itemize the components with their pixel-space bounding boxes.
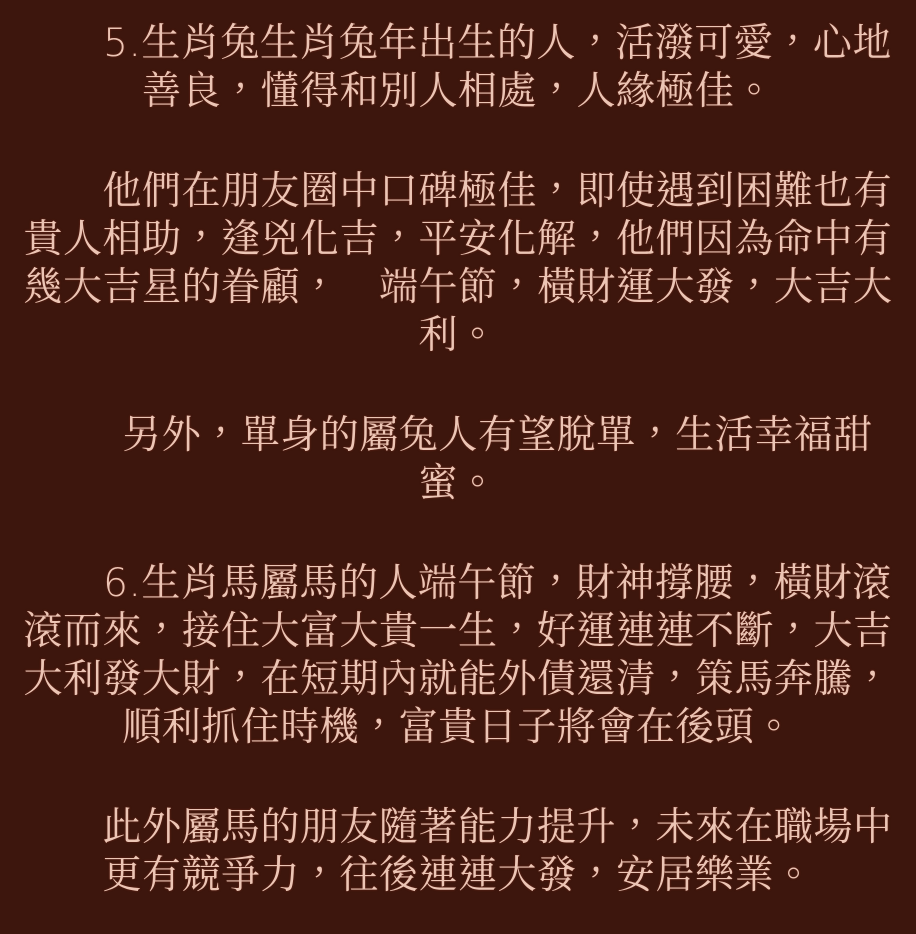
text-line: 大利發大財，在短期內就能外債還清，策馬奔騰， (23, 657, 893, 702)
text-line: 5.生肖兔生肖兔年出生的人，活潑可愛，心地 (24, 21, 892, 66)
text-line: 滾而來，接住大富大貴一生，好運連連不斷，大吉 (23, 609, 893, 654)
text-line: 更有競爭力，往後連連大發，安居樂業。 (102, 853, 814, 898)
text-line: 幾大吉星的眷顧， 端午節，橫財運大發，大吉大 (23, 265, 893, 310)
text-line: 貴人相助，逢兇化吉，平安化解，他們因為命中有 (23, 217, 893, 262)
text-line: 利。 (418, 313, 498, 358)
paragraph (8, 804, 908, 900)
paragraph (8, 20, 908, 116)
text-line: 此外屬馬的朋友隨著能力提升，未來在職場中 (23, 805, 893, 850)
paragraph (8, 412, 908, 508)
paragraph (8, 168, 908, 360)
text-line: 他們在朋友圈中口碑極佳，即使遇到困難也有 (23, 169, 893, 214)
text-line: 順利抓住時機，富貴日子將會在後頭。 (122, 705, 794, 750)
text-line: 6.生肖馬屬馬的人端午節，財神撐腰，橫財滾 (24, 561, 892, 606)
text-line: 另外，單身的屬兔人有望脫單，生活幸福甜 (43, 413, 873, 458)
paragraph (8, 560, 908, 752)
text-line: 蜜。 (418, 461, 498, 506)
text-line: 善良，懂得和別人相處，人緣極佳。 (141, 69, 774, 114)
